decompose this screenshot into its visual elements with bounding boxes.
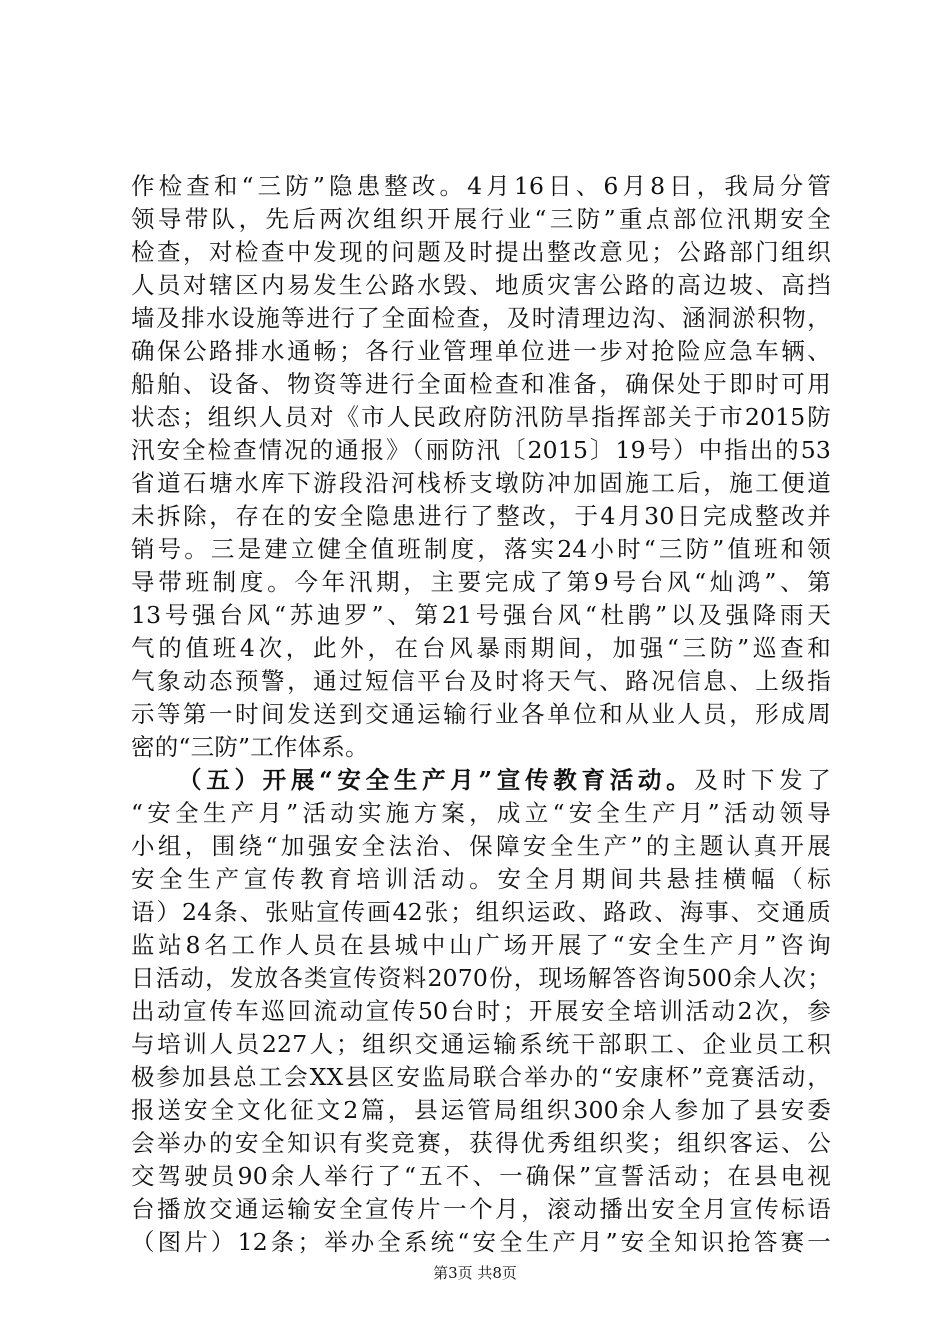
text-line: 小组，围绕“加强安全法治、保障安全生产”的主题认真开展	[131, 832, 831, 860]
text-line: 墙及排水设施等进行了全面检查，及时清理边沟、涵洞淤积物，	[131, 304, 831, 332]
text-line: 气象动态预警，通过短信平台及时将天气、路况信息、上级指	[131, 667, 831, 695]
text-line: 报送安全文化征文2篇，县运管局组织300余人参加了县安委	[131, 1096, 831, 1124]
body-text	[131, 170, 831, 1259]
text-line: 台播放交通运输安全宣传片一个月，滚动播出安全月宣传标语	[131, 1195, 831, 1223]
text-line: 船舶、设备、物资等进行全面检查和准备，确保处于即时可用	[131, 370, 831, 398]
text-line: （图片）12条；举办全系统“安全生产月”安全知识抢答赛一	[131, 1228, 831, 1256]
section5-first-line	[131, 764, 831, 797]
paragraph-safety-month	[131, 797, 831, 1259]
text-line: 密的“三防”工作体系。	[131, 733, 369, 761]
text-line: 导带班制度。今年汛期，主要完成了第9号台风“灿鸿”、第	[131, 568, 831, 596]
text-line: 语）24条、张贴宣传画42张；组织运政、路政、海事、交通质	[131, 898, 831, 926]
text-line: 未拆除，存在的安全隐患进行了整改，于4月30日完成整改并	[131, 502, 831, 530]
section5-heading: （五）开展“安全生产月”宣传教育活动。	[178, 766, 695, 794]
text-line: 汛安全检查情况的通报》（丽防汛〔2015〕19号）中指出的53	[131, 436, 831, 464]
text-line: 检查，对检查中发现的问题及时提出整改意见；公路部门组织	[131, 238, 831, 266]
text-line: “安全生产月”活动实施方案，成立“安全生产月”活动领导	[131, 799, 831, 827]
text-line: 确保公路排水通畅；各行业管理单位进一步对抢险应急车辆、	[131, 337, 831, 365]
text-line: 与培训人员227人；组织交通运输系统干部职工、企业员工积	[131, 1030, 831, 1058]
text-line: 极参加县总工会XX县区安监局联合举办的“安康杯”竞赛活动，	[131, 1063, 831, 1091]
page-number: 第3页 共8页	[433, 1264, 517, 1282]
paragraph-flood-prevention	[131, 170, 831, 764]
text-line: 监站8名工作人员在县城中山广场开展了“安全生产月”咨询	[131, 931, 831, 959]
section5-first-line-rest: 及时下发了	[694, 766, 832, 794]
text-line: 气的值班4次，此外，在台风暴雨期间，加强“三防”巡查和	[131, 634, 831, 662]
text-line: 13号强台风“苏迪罗”、第21号强台风“杜鹃”以及强降雨天	[131, 601, 831, 629]
text-line: 交驾驶员90余人举行了“五不、一确保”宣誓活动；在县电视	[131, 1162, 831, 1190]
text-line: 会举办的安全知识有奖竞赛，获得优秀组织奖；组织客运、公	[131, 1129, 831, 1157]
text-line: 作检查和“三防”隐患整改。4月16日、6月8日，我局分管	[131, 172, 831, 200]
text-line: 省道石塘水库下游段沿河栈桥支墩防冲加固施工后，施工便道	[131, 469, 831, 497]
text-line: 日活动，发放各类宣传资料2070份，现场解答咨询500余人次；	[131, 964, 831, 992]
text-line: 人员对辖区内易发生公路水毁、地质灾害公路的高边坡、高挡	[131, 271, 831, 299]
text-line: 示等第一时间发送到交通运输行业各单位和从业人员，形成周	[131, 700, 831, 728]
text-line: 销号。三是建立健全值班制度，落实24小时“三防”值班和领	[131, 535, 831, 563]
text-line: 安全生产宣传教育培训活动。安全月期间共悬挂横幅（标	[131, 865, 831, 893]
text-line: 领导带队，先后两次组织开展行业“三防”重点部位汛期安全	[131, 205, 831, 233]
text-line: 状态；组织人员对《市人民政府防汛防旱指挥部关于市2015防	[131, 403, 831, 431]
text-line: 出动宣传车巡回流动宣传50台时；开展安全培训活动2次，参	[131, 997, 831, 1025]
